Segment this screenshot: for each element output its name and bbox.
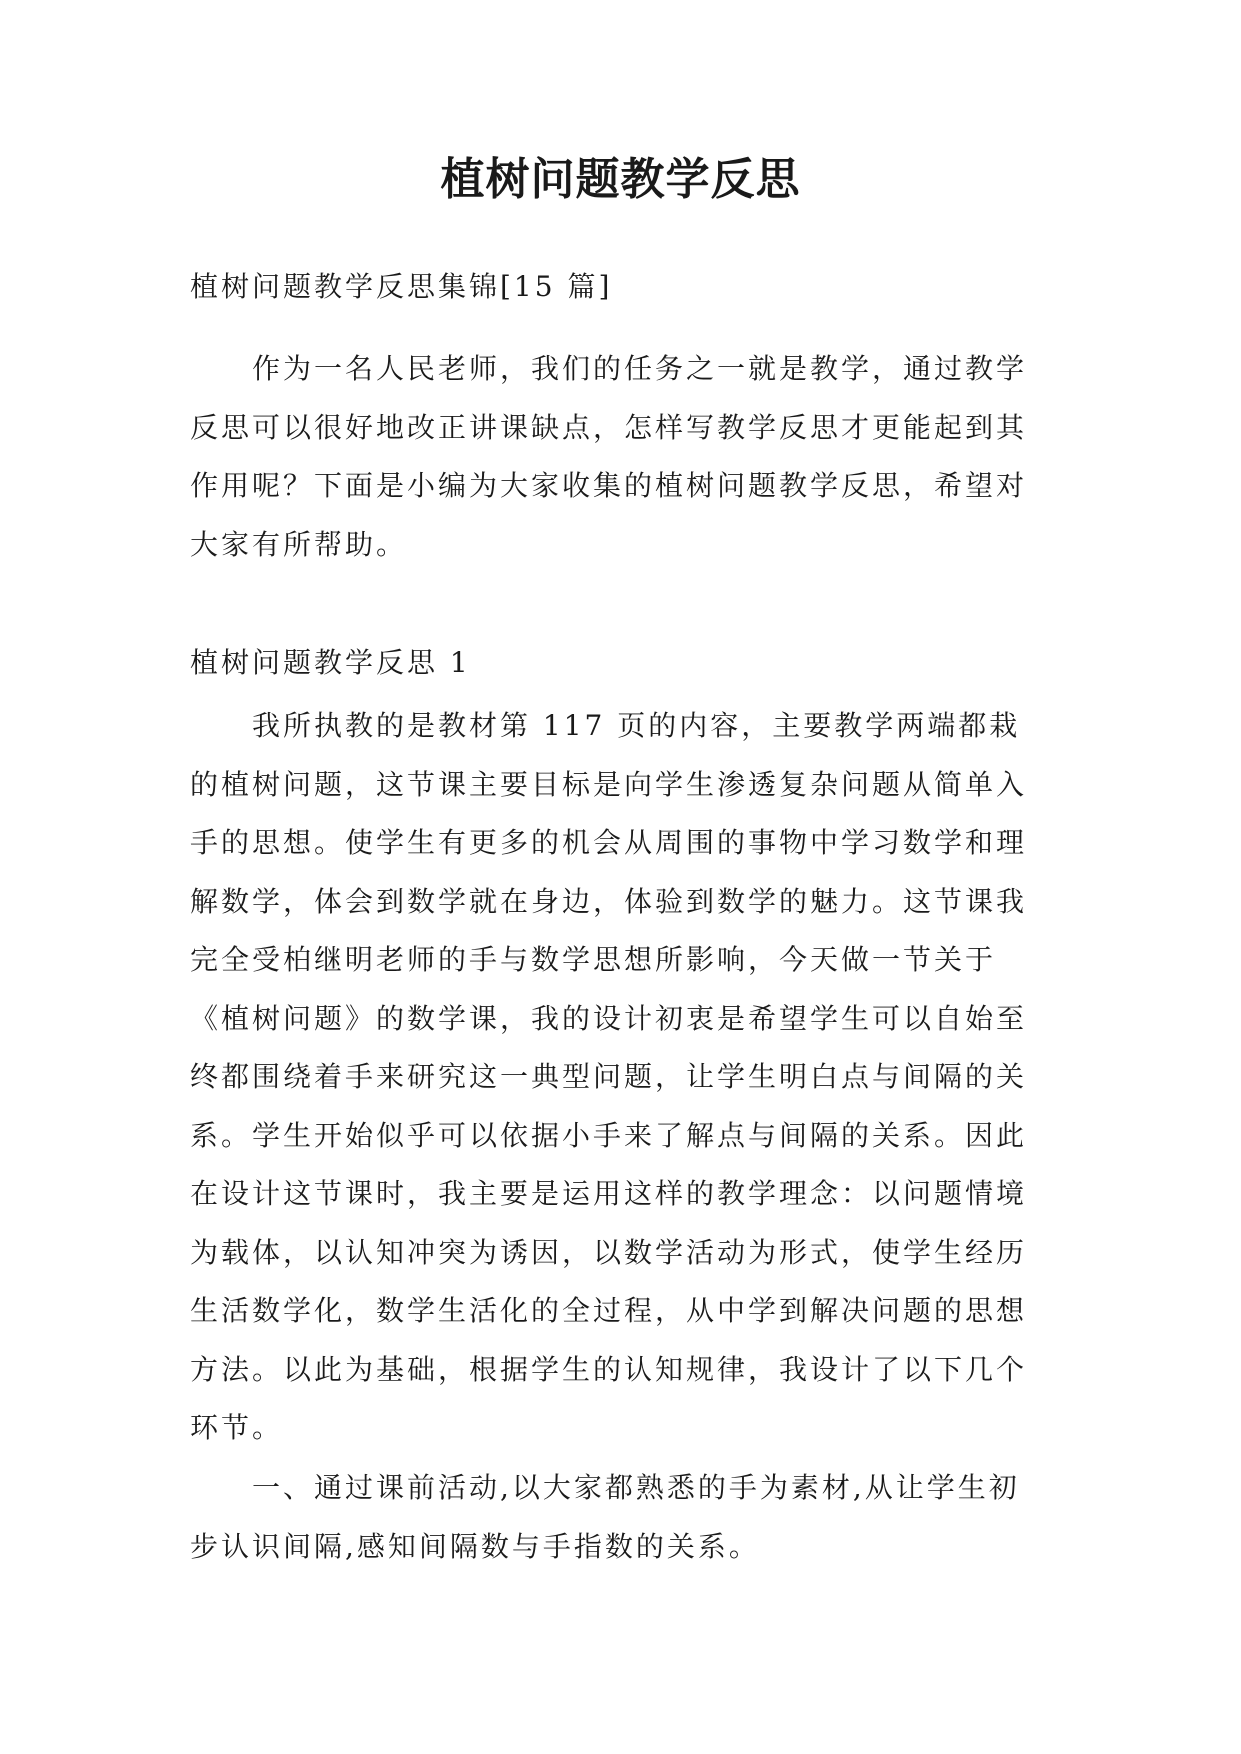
- intro-paragraph: 作为一名人民老师，我们的任务之一就是教学，通过教学反思可以很好地改正讲课缺点，怎样写教学反思才更能起到其作用呢？下面是小编为大家收集的植树问题教学反思，希望对大家有所帮助。: [190, 352, 1028, 561]
- body-paragraph: 一、通过课前活动,以大家都熟悉的手为素材,从让学生初步认识间隔,感知间隔数与手指数的关系。: [190, 1471, 1020, 1563]
- document-subtitle: 植树问题教学反思集锦[15 篇]: [190, 270, 613, 303]
- section-heading: 植树问题教学反思 1: [190, 646, 471, 679]
- document-title: 植树问题教学反思: [440, 154, 801, 205]
- body-paragraph: 我所执教的是教材第 117 页的内容，主要教学两端都栽的植树问题，这节课主要目标是向学生渗透复杂问题从简单入手的思想。使学生有更多的机会从周围的事物中学习数学和理解数学，体会到数学就在身边，体验到数学的魅力。这节课我完全受柏继明老师的手与数学思想所影响，今天做一节关于《植树问题》的数学课，我的设计初衷是希望学生可以自始至终都围绕着手来研究这一典型问题，让学生明白点与间隔的关系。学生开始似乎可以依据小手来了解点与间隔的关系。因此在设计这节课时，我主要是运用这样的教学理念：以问题情境为载体，以认知冲突为诱因，以数学活动为形式，使学生经历生活数学化，数学生活化的全过程，从中学到解决问题的思想方法。以此为基础，根据学生的认知规律，我设计了以下几个环节。: [190, 709, 1028, 1444]
